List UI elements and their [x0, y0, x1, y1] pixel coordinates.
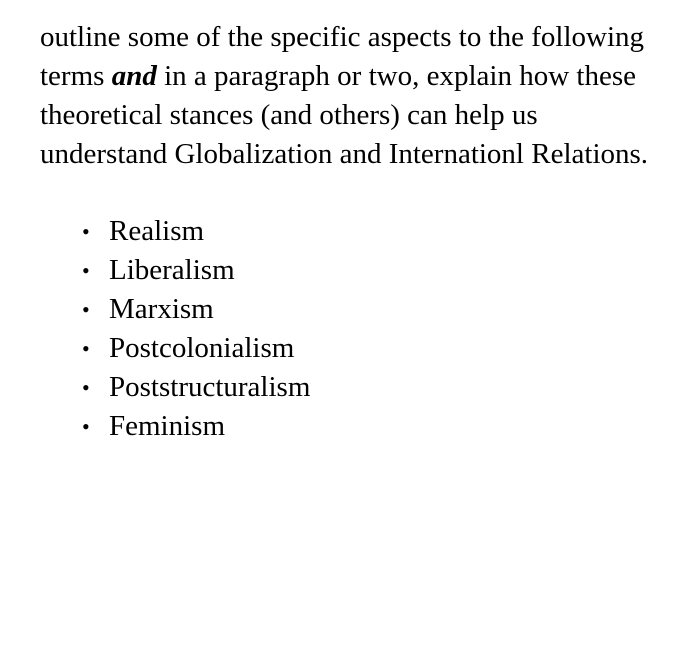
list-item — [82, 212, 660, 251]
emphasis-and: and — [111, 60, 157, 92]
term-label: Marxism — [109, 293, 214, 325]
bullet-icon: • — [82, 219, 90, 244]
term-label: Poststructuralism — [109, 371, 311, 403]
bullet-icon: • — [82, 375, 90, 400]
bullet-icon: • — [82, 297, 90, 322]
term-label: Liberalism — [109, 254, 235, 286]
term-label: Realism — [109, 215, 205, 247]
instruction-text-end: in a paragraph or two, explain how these theoretical stances (and others) can help us understand Globalization and Internationl Relations. — [40, 60, 649, 170]
instruction-paragraph — [40, 18, 660, 174]
bullet-icon: • — [82, 414, 90, 439]
list-item — [82, 407, 660, 446]
instruction-text-start: outline some of the specific aspects to the following terms — [40, 21, 645, 92]
list-item — [82, 368, 660, 407]
bullet-icon: • — [82, 336, 90, 361]
term-label: Feminism — [109, 410, 226, 442]
term-label: Postcolonialism — [109, 332, 295, 364]
list-item — [82, 251, 660, 290]
list-item — [82, 329, 660, 368]
terms-list — [40, 212, 660, 446]
list-item — [82, 290, 660, 329]
document-body — [40, 18, 660, 446]
bullet-icon: • — [82, 258, 90, 283]
